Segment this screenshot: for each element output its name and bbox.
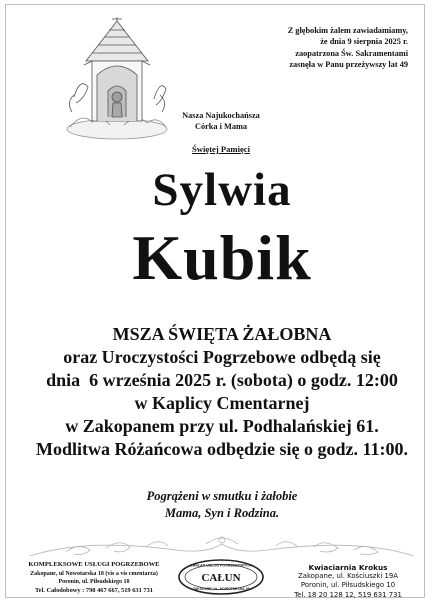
ceremony-line: MSZA ŚWIĘTA ŻAŁOBNA <box>112 324 332 344</box>
mourners <box>6 488 432 522</box>
memory-label: Świętej Pamięci <box>192 144 250 154</box>
mourners-line: Mama, Syn i Rodzina. <box>164 506 280 520</box>
announcement-line: zaopatrzona Św. Sakramentami <box>295 48 408 58</box>
ceremony-line: w Kaplicy Cmentarnej <box>134 393 310 413</box>
calun-logo <box>176 557 266 597</box>
announcement-line: zasnęła w Panu przeżywszy lat 49 <box>289 60 408 70</box>
funeral-home-title: KOMPLEKSOWE USŁUGI POGRZEBOWE <box>28 561 160 568</box>
announcement-line: Z głębokim żalem zawiadamiamy, <box>287 26 408 35</box>
ceremony-line: Modlitwa Różańcowa odbędzie się o godz. 11:00. <box>36 439 408 459</box>
funeral-home-address-2: Poronin, ul. Piłsudskiego 10 <box>58 579 130 586</box>
announcement-line: że dnia 9 sierpnia 2025 r. <box>320 37 408 47</box>
family-intro-line: Nasza Najukochańsza <box>182 111 260 120</box>
florist-title: Kwiaciarnia Krokus <box>308 563 388 572</box>
florist-info <box>270 563 426 600</box>
funeral-home-address: Zakopane, ul Nowotarska 18 (vis a vis cmentarza) <box>30 570 158 577</box>
obituary-notice <box>5 4 425 598</box>
ceremony-line: oraz Uroczystości Pogrzebowe odbędą się <box>63 347 381 367</box>
florist-address: Zakopane, ul. Kościuszki 19A <box>298 572 398 581</box>
family-intro-line: Córka i Mama <box>194 122 248 131</box>
ceremony-details <box>6 323 432 461</box>
ceremony-line: dnia 6 września 2025 r. (sobota) o godz. 12:00 <box>46 370 398 390</box>
florist-phone: Tel. 18 20 128 12, 519 631 731 <box>294 590 402 599</box>
logo-bottom-text: ZAKOPANE, UL. NOWOTARSKA 18 <box>192 587 250 591</box>
death-announcement <box>228 25 408 71</box>
funeral-home-info <box>14 561 174 595</box>
logo-name: CAŁUN <box>201 572 241 584</box>
deceased-first-name: Sylwia <box>152 164 292 216</box>
deceased-last-name: Kubik <box>132 222 312 293</box>
funeral-home-phone: Tel. Całodobowy : 798 467 667, 519 631 731 <box>35 586 153 594</box>
mourners-line: Pogrążeni w smutku i żałobie <box>146 489 298 503</box>
ceremony-line: w Zakopanem przy ul. Podhalańskiej 61. <box>65 416 379 436</box>
florist-address-2: Poronin, ul. Piłsudskiego 10 <box>300 581 396 590</box>
family-intro <box>146 110 296 132</box>
logo-top-text: ZAKŁAD USŁUG POGRZEBOWYCH <box>190 563 252 568</box>
